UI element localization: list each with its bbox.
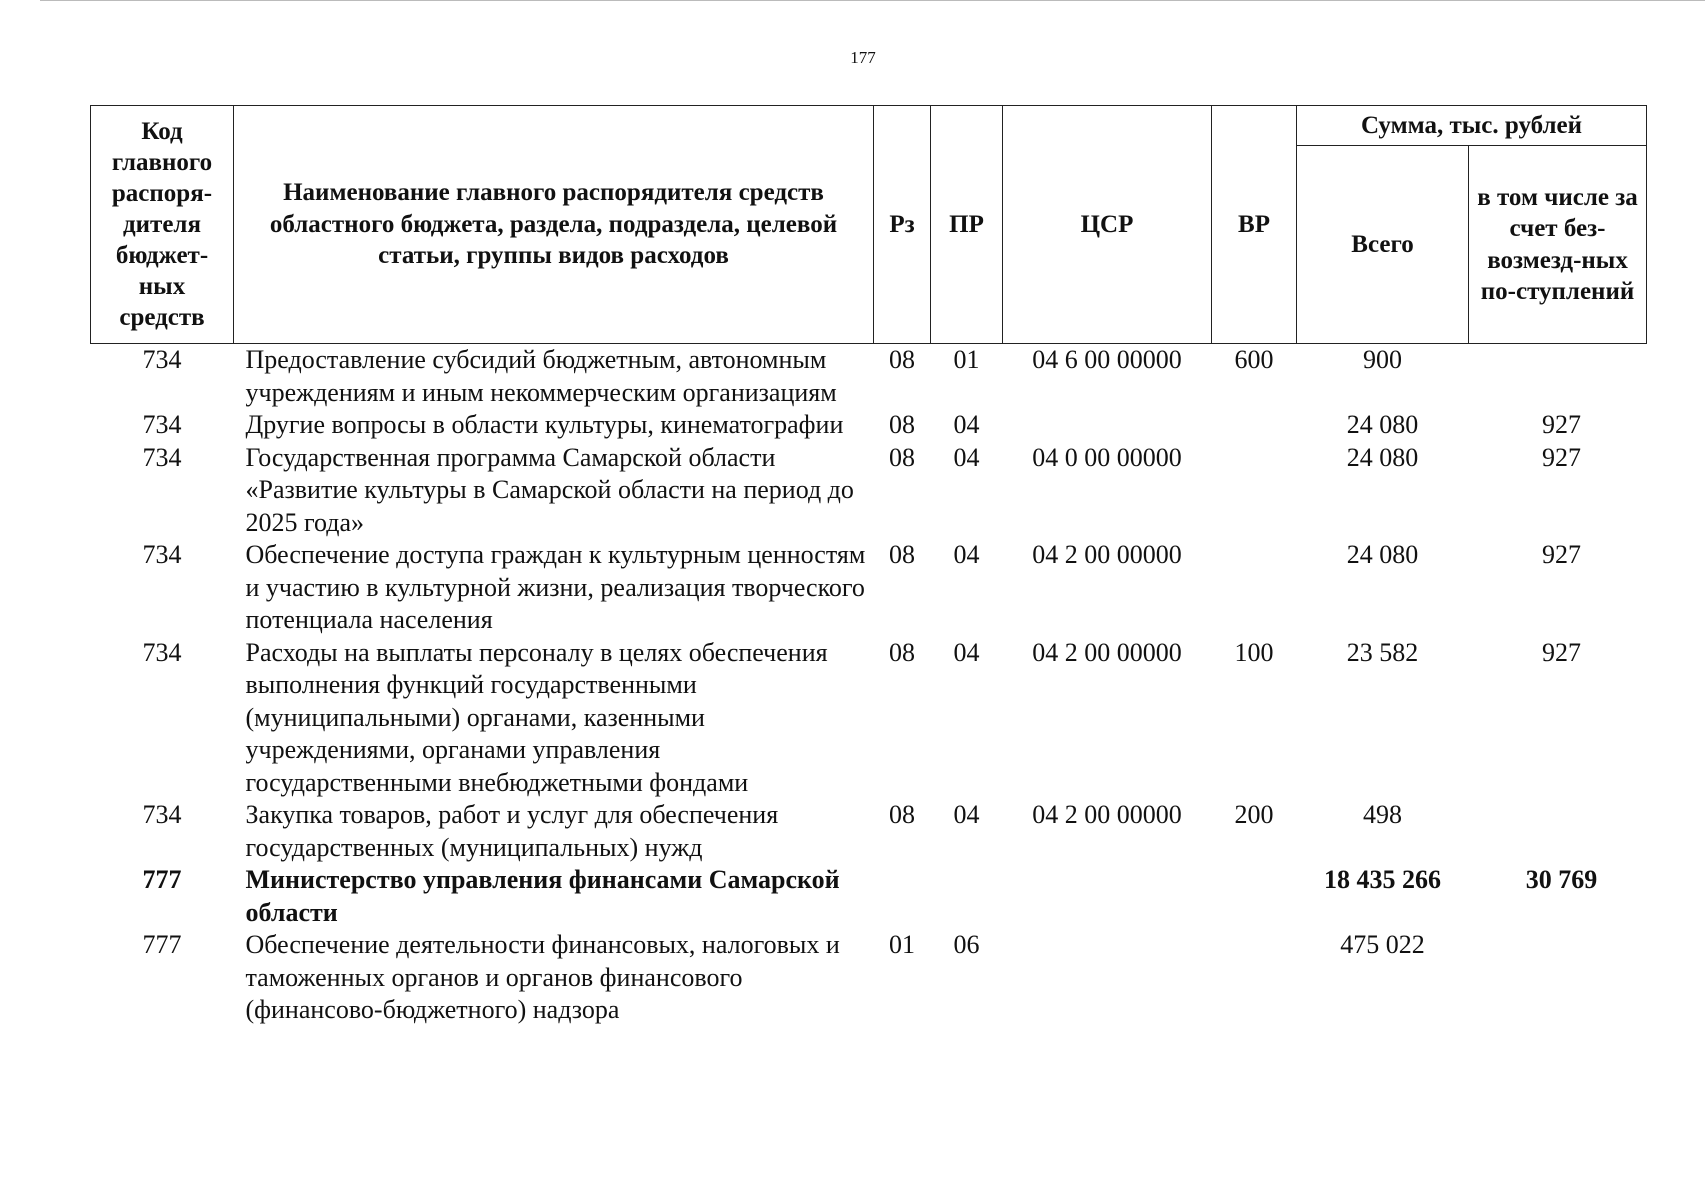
cell-vr (1212, 864, 1297, 929)
cell-rz (874, 864, 931, 929)
cell-pr: 06 (953, 930, 980, 959)
cell-total: 24 080 (1346, 410, 1419, 439)
table-row (91, 799, 1647, 864)
cell-csr (1003, 409, 1212, 442)
cell-code: 734 (142, 540, 182, 569)
cell-total: 24 080 (1346, 540, 1419, 569)
cell-vr (1212, 929, 1297, 1027)
header-free: в том числе за счет без-возмезд-ных по-ступлений (1469, 146, 1647, 344)
cell-free (1469, 799, 1647, 864)
cell-code: 734 (142, 800, 182, 829)
cell-csr: 04 6 00 00000 (1032, 345, 1182, 374)
cell-code: 734 (142, 637, 182, 667)
header-csr: ЦСР (1003, 106, 1212, 344)
cell-vr: 600 (1234, 345, 1274, 374)
table-row (91, 864, 1647, 929)
cell-total: 18 435 266 (1324, 865, 1441, 894)
table-row (91, 442, 1647, 540)
page-number: 177 (850, 48, 876, 67)
cell-name: Министерство управления финансами Самарской области (245, 865, 840, 927)
cell-name: Обеспечение деятельности финансовых, налоговых и таможенных органов и органов финансового (финансово-бюджетного) надзора (245, 930, 840, 1024)
table-row (91, 539, 1647, 637)
cell-free (1469, 929, 1647, 1027)
cell-pr: 01 (953, 345, 980, 374)
header-pr: ПР (931, 106, 1003, 344)
cell-total: 475 022 (1340, 930, 1425, 959)
cell-total: 24 080 (1346, 442, 1419, 472)
cell-pr: 04 (953, 410, 980, 439)
cell-free: 30 769 (1525, 865, 1598, 894)
cell-code: 734 (142, 410, 182, 439)
cell-free (1469, 344, 1647, 410)
cell-code: 734 (142, 442, 182, 472)
cell-vr (1212, 539, 1297, 637)
cell-free: 927 (1542, 442, 1581, 472)
cell-total: 23 582 (1346, 637, 1419, 667)
cell-csr: 04 2 00 00000 (1032, 637, 1182, 667)
cell-rz: 01 (889, 930, 915, 959)
cell-pr: 04 (953, 637, 980, 667)
cell-total: 900 (1363, 345, 1402, 374)
cell-pr: 04 (953, 540, 980, 569)
cell-free: 927 (1542, 540, 1581, 569)
cell-rz: 08 (889, 540, 915, 569)
cell-rz: 08 (889, 637, 915, 667)
table-row (91, 929, 1647, 1027)
header-name: Наименование главного распорядителя средств областного бюджета, раздела, подраздела, целевой статьи, группы видов расходов (234, 106, 874, 344)
cell-pr: 04 (953, 800, 980, 829)
cell-code: 777 (142, 930, 182, 959)
cell-csr: 04 2 00 00000 (1032, 800, 1182, 829)
cell-pr (931, 864, 1003, 929)
table-row (91, 409, 1647, 442)
cell-code: 777 (142, 865, 182, 894)
table-row (91, 344, 1647, 410)
cell-csr (1003, 864, 1212, 929)
header-code: Код главного распоря-дителя бюджет-ных средств (91, 106, 234, 344)
cell-rz: 08 (889, 410, 915, 439)
top-border-line (40, 0, 1705, 1)
table-header (91, 106, 1647, 344)
header-vr: ВР (1212, 106, 1297, 344)
cell-free: 927 (1542, 410, 1581, 439)
table-row (91, 637, 1647, 800)
header-rz: Рз (874, 106, 931, 344)
cell-csr: 04 2 00 00000 (1032, 540, 1182, 569)
cell-free: 927 (1542, 637, 1581, 667)
cell-name: Другие вопросы в области культуры, кинематографии (245, 410, 844, 439)
table-body (91, 344, 1647, 1027)
cell-name: Государственная программа Самарской области «Развитие культуры в Самарской области на период до 2025 года» (245, 442, 854, 537)
cell-name: Закупка товаров, работ и услуг для обеспечения государственных (муниципальных) нужд (245, 800, 779, 862)
cell-rz: 08 (889, 442, 915, 472)
cell-rz: 08 (889, 345, 915, 374)
cell-csr (1003, 929, 1212, 1027)
cell-code: 734 (142, 345, 182, 374)
cell-rz: 08 (889, 800, 915, 829)
header-total: Всего (1297, 146, 1469, 344)
cell-vr (1212, 442, 1297, 540)
header-sum: Сумма, тыс. рублей (1297, 106, 1647, 146)
budget-table (90, 105, 1647, 1027)
cell-vr: 100 (1234, 637, 1274, 667)
cell-name: Обеспечение доступа граждан к культурным ценностям и участию в культурной жизни, реализация творческого потенциала населения (245, 540, 866, 634)
cell-total: 498 (1363, 800, 1402, 829)
cell-vr: 200 (1234, 800, 1274, 829)
cell-name: Расходы на выплаты персоналу в целях обеспечения выполнения функций государственными (муниципальными) органами, казенными учреждениями, органами управления государственными внебюджетными фондами (245, 637, 828, 797)
cell-vr (1212, 409, 1297, 442)
cell-pr: 04 (953, 442, 980, 472)
cell-csr: 04 0 00 00000 (1032, 442, 1182, 472)
cell-name: Предоставление субсидий бюджетным, автономным учреждениям и иным некоммерческим организациям (245, 345, 837, 407)
